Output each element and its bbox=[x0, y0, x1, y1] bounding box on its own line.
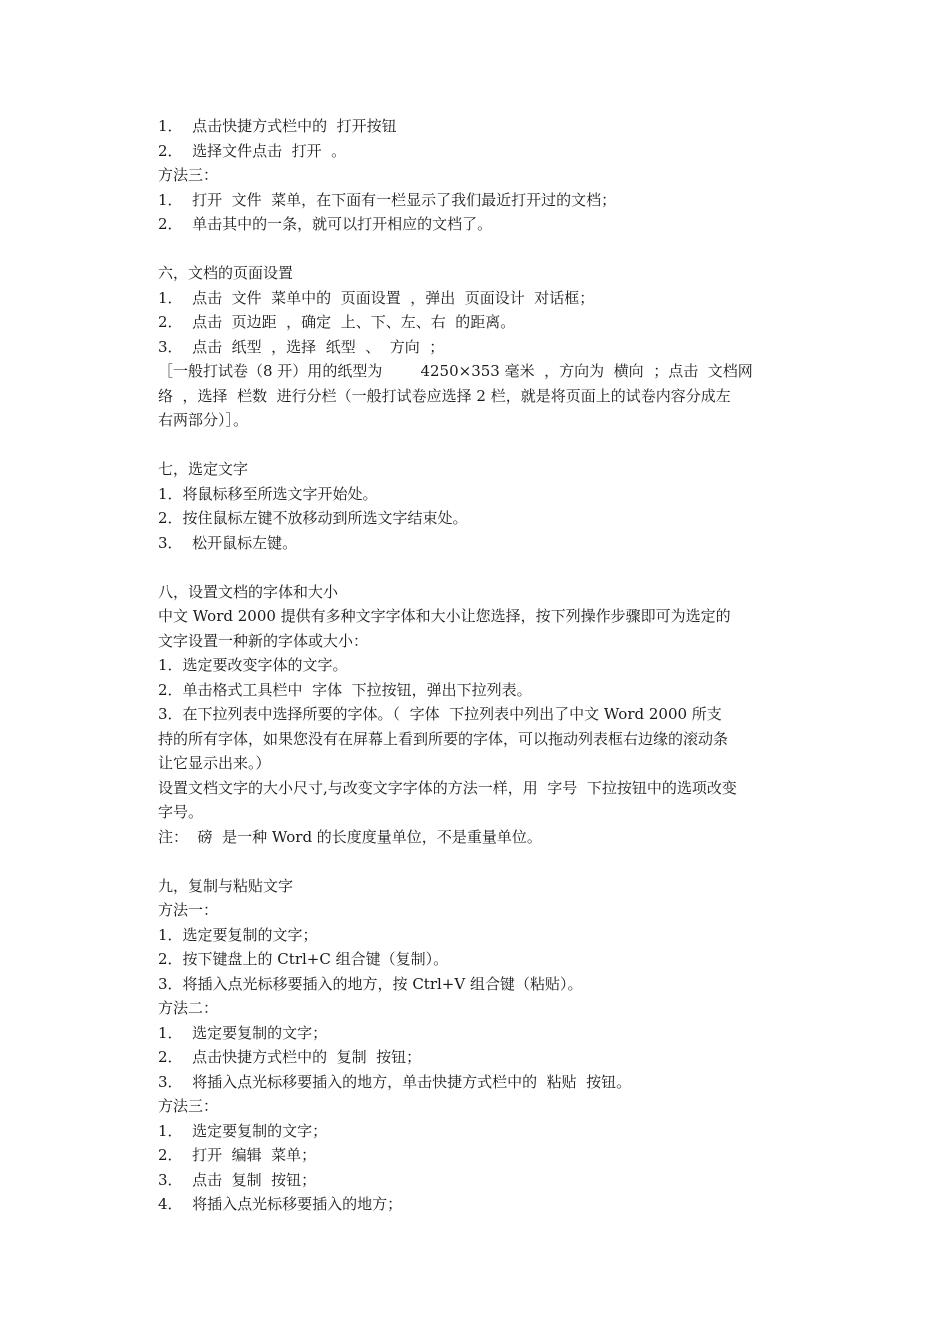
text-line: 1．选定要改变字体的文字。 bbox=[158, 656, 348, 674]
section-page-setup bbox=[158, 261, 798, 433]
paragraph-gap bbox=[158, 237, 798, 262]
text-line: 1．选定要复制的文字； bbox=[158, 925, 318, 944]
text-line: 1．将鼠标移至所选文字开始处。 bbox=[158, 484, 378, 503]
text-line: 2． 点击 页边距 ，确定 上、下、左、右 的距离。 bbox=[158, 313, 516, 331]
section-select-text bbox=[158, 457, 798, 555]
text-line: 4． 将插入点光标移要插入的地方； bbox=[158, 1195, 403, 1213]
intro-block bbox=[158, 114, 798, 237]
document-page bbox=[158, 114, 798, 1217]
text-line: 右两部分）］。 bbox=[158, 411, 249, 429]
text-line: 设置文档文字的大小尺寸,与改变文字字体的方法一样，用 字号 下拉按钮中的选项改变 bbox=[158, 778, 737, 797]
text-line: 2． 打开 编辑 菜单； bbox=[158, 1146, 317, 1164]
text-line: 3．将插入点光标移要插入的地方，按 Ctrl+V 组合键（粘贴）。 bbox=[158, 974, 583, 993]
text-line: 字号。 bbox=[158, 803, 204, 821]
text-line: 方法三： bbox=[158, 166, 219, 184]
paragraph-gap bbox=[158, 433, 798, 458]
text-line: 方法一： bbox=[158, 901, 219, 919]
text-line: 1． 选定要复制的文字； bbox=[158, 1121, 328, 1140]
text-line: 3． 点击 纸型 ，选择 纸型 、 方向 ； bbox=[158, 337, 445, 356]
text-line: 3． 将插入点光标移要插入的地方，单击快捷方式栏中的 粘贴 按钮。 bbox=[158, 1072, 632, 1091]
text-line: 2． 选择文件点击 打开 。 bbox=[158, 141, 347, 160]
text-line: 2． 单击其中的一条，就可以打开相应的文档了。 bbox=[158, 215, 493, 233]
paragraph-gap bbox=[158, 849, 798, 874]
section-heading: 六，文档的页面设置 bbox=[158, 264, 294, 282]
text-line: 2．按住鼠标左键不放移动到所选文字结束处。 bbox=[158, 509, 468, 527]
text-line: 让它显示出来。） bbox=[158, 754, 271, 772]
text-line: 文字设置一种新的字体或大小： bbox=[158, 631, 369, 650]
text-line: 方法三： bbox=[158, 1097, 219, 1115]
section-heading: 七，选定文字 bbox=[158, 460, 249, 478]
text-line: 中文 Word 2000 提供有多种文字字体和大小让您选择，按下列操作步骤即可为选定的 bbox=[158, 607, 731, 625]
text-line: 1． 打开 文件 菜单，在下面有一栏显示了我们最近打开过的文档； bbox=[158, 190, 617, 209]
section-copy-paste bbox=[158, 874, 798, 1217]
text-line: 1． 点击 文件 菜单中的 页面设置 ，弹出 页面设计 对话框； bbox=[158, 288, 595, 307]
section-heading: 九，复制与粘贴文字 bbox=[158, 876, 294, 895]
text-line: 1． 选定要复制的文字； bbox=[158, 1023, 328, 1042]
section-font-size bbox=[158, 580, 798, 850]
text-line: 1． 点击快捷方式栏中的 打开按钮 bbox=[158, 117, 397, 135]
paragraph-gap bbox=[158, 555, 798, 580]
text-line: 持的所有字体，如果您没有在屏幕上看到所要的字体，可以拖动列表框右边缘的滚动条 bbox=[158, 729, 729, 748]
text-line: ［一般打试卷（8 开）用的纸型为 4250×353 毫米 ，方向为 横向 ；点击 文档网 bbox=[158, 362, 753, 380]
text-line: 注： 磅 是一种 Word 的长度度量单位，不是重量单位。 bbox=[158, 827, 542, 846]
text-line: 3．在下拉列表中选择所要的字体。（ 字体 下拉列表中列出了中文 Word 2000 所支 bbox=[158, 705, 722, 723]
text-line: 络 ，选择 栏数 进行分栏（一般打试卷应选择 2 栏，就是将页面上的试卷内容分成左 bbox=[158, 386, 731, 405]
text-line: 3． 松开鼠标左键。 bbox=[158, 533, 298, 552]
text-line: 方法二： bbox=[158, 999, 219, 1017]
text-line: 2．单击格式工具栏中 字体 下拉按钮，弹出下拉列表。 bbox=[158, 680, 532, 699]
text-line: 2． 点击快捷方式栏中的 复制 按钮； bbox=[158, 1048, 422, 1066]
text-line: 3． 点击 复制 按钮； bbox=[158, 1170, 317, 1189]
section-heading: 八，设置文档的字体和大小 bbox=[158, 582, 339, 601]
text-line: 2．按下键盘上的 Ctrl+C 组合键（复制）。 bbox=[158, 950, 449, 968]
